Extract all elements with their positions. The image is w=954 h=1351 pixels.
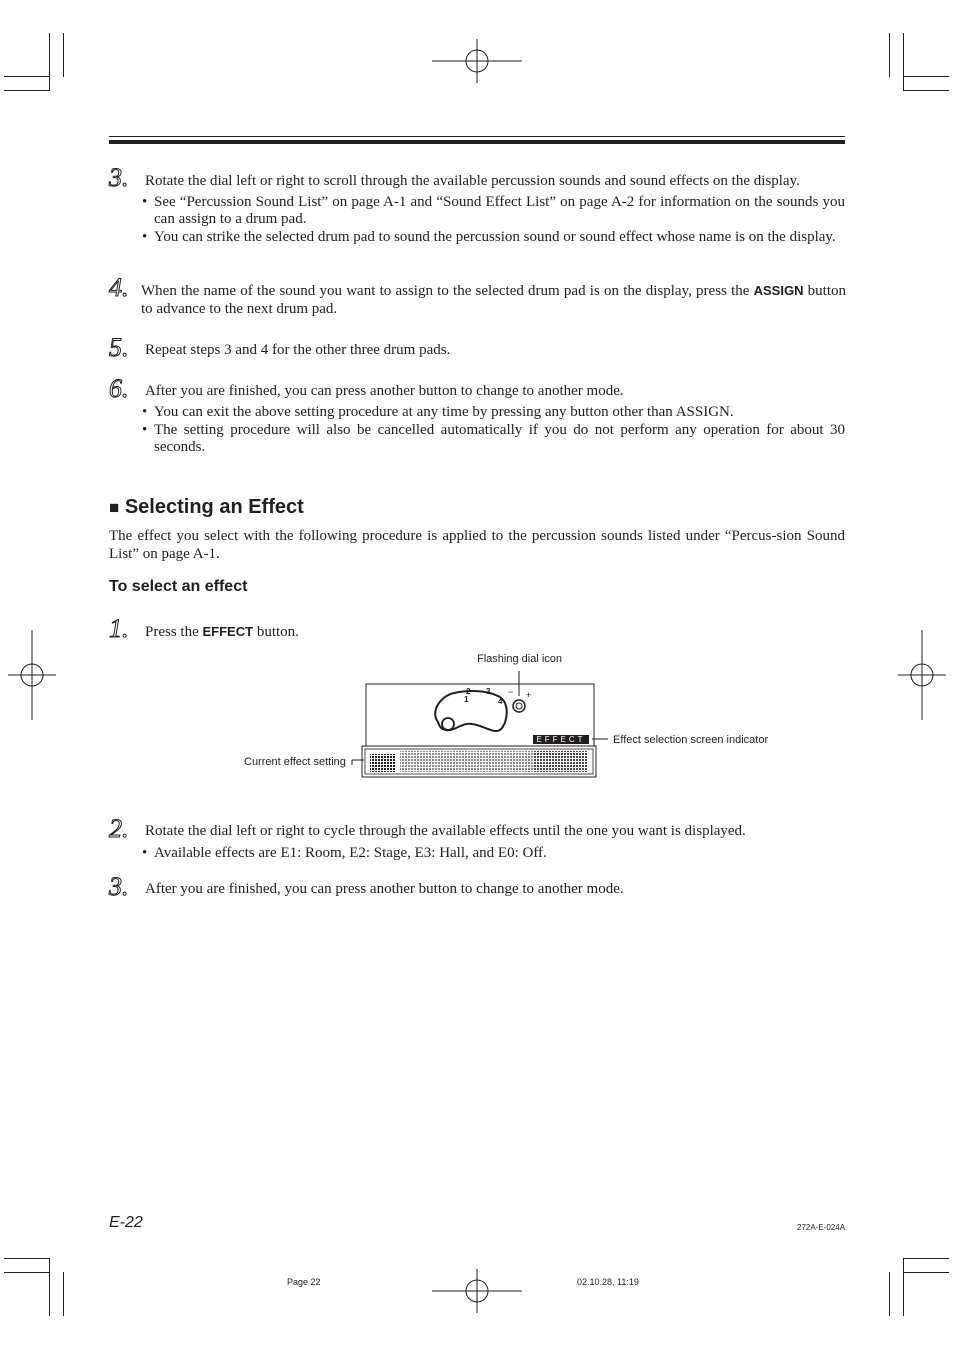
- bullet-dot: •: [142, 404, 148, 420]
- dial-minus-icon: −: [508, 687, 514, 697]
- registration-mark-right: [896, 628, 948, 722]
- effect-step-3-text: After you are finished, you can press another button to change to another mode.: [145, 881, 624, 897]
- step-number: 4.: [109, 273, 129, 302]
- subheading: To select an effect: [109, 578, 248, 595]
- step-number: 2.: [109, 814, 129, 843]
- step-5-text: Repeat steps 3 and 4 for the other three drum pads.: [145, 342, 451, 358]
- step-number: 6.: [109, 374, 129, 403]
- caption-current-setting: Current effect setting: [244, 756, 346, 768]
- section-intro: The effect you select with the following procedure is applied to the percussion sounds listed under “Percus-sion Sound List” on page A-1.: [109, 528, 845, 562]
- registration-mark-bottom: [430, 1267, 524, 1315]
- bullet-item: [142, 845, 845, 862]
- bullet-item: [142, 194, 845, 228]
- page-number: E-22: [109, 1214, 143, 1231]
- bullet-text: See “Percussion Sound List” on page A-1 and “Sound Effect List” on page A-2 for information on the sounds you can assign to a drum pad.: [154, 194, 845, 227]
- step-text: When the name of the sound you want to assign to the selected drum pad is on the display, press the: [141, 283, 754, 299]
- step-4-text: [141, 282, 846, 318]
- effect-button-label: EFFECT: [202, 624, 254, 639]
- lcd-display-figure: [240, 660, 620, 785]
- pad-number-label: 3: [486, 687, 491, 696]
- document-code: 272A-E-024A: [797, 1223, 846, 1232]
- step-6-text: After you are finished, you can press another button to change to another mode.: [145, 383, 624, 399]
- step-number: 3.: [109, 872, 129, 901]
- bullet-dot: •: [142, 194, 148, 210]
- pad-number-label: 1: [464, 695, 469, 704]
- effect-step-2-text: Rotate the dial left or right to cycle through the available effects until the one you want is displayed.: [145, 823, 746, 839]
- bullet-text: You can strike the selected drum pad to sound the percussion sound or sound effect whose name is on the display.: [154, 229, 836, 245]
- bullet-item: [142, 422, 845, 456]
- assign-button-label: ASSIGN: [753, 283, 804, 298]
- bullet-text: The setting procedure will also be cancelled automatically if you do not perform any operation for about 30 seconds.: [154, 422, 845, 455]
- pad-number-label: 2: [466, 687, 471, 696]
- section-marker-icon: ■: [109, 498, 120, 517]
- bullet-dot: •: [142, 229, 148, 245]
- step-text: Press the: [145, 624, 203, 640]
- bullet-text: You can exit the above setting procedure at any time by pressing any button other than ASSIGN.: [154, 404, 734, 420]
- dial-plus-icon: +: [526, 690, 532, 700]
- bullet-item: [142, 229, 845, 246]
- print-timestamp: 02.10.28, 11:19: [577, 1277, 639, 1287]
- registration-mark-left: [6, 628, 58, 722]
- bullet-text: Available effects are E1: Room, E2: Stage, E3: Hall, and E0: Off.: [154, 845, 547, 861]
- step-text: button.: [253, 624, 299, 640]
- effect-step-1-text: [145, 623, 299, 641]
- pad-number-label: 4: [498, 697, 503, 706]
- effect-indicator-label: EFFECT: [536, 735, 586, 744]
- caption-flashing-dial: Flashing dial icon: [477, 653, 562, 665]
- caption-effect-indicator: Effect selection screen indicator: [613, 734, 769, 746]
- step-text: button to advance to the next drum pad.: [141, 283, 846, 317]
- bullet-dot: •: [142, 422, 148, 438]
- step-3-text: Rotate the dial left or right to scroll through the available percussion sounds and sound effects on the display.: [145, 173, 800, 189]
- step-number: 3.: [109, 163, 129, 192]
- section-heading: [109, 495, 304, 520]
- step-number: 5.: [109, 333, 129, 362]
- step-number: 1.: [109, 614, 129, 643]
- bullet-dot: •: [142, 845, 148, 861]
- bullet-item: [142, 404, 845, 421]
- section-title: Selecting an Effect: [124, 496, 304, 518]
- print-page-label: Page 22: [287, 1277, 321, 1287]
- registration-mark-top: [430, 37, 524, 85]
